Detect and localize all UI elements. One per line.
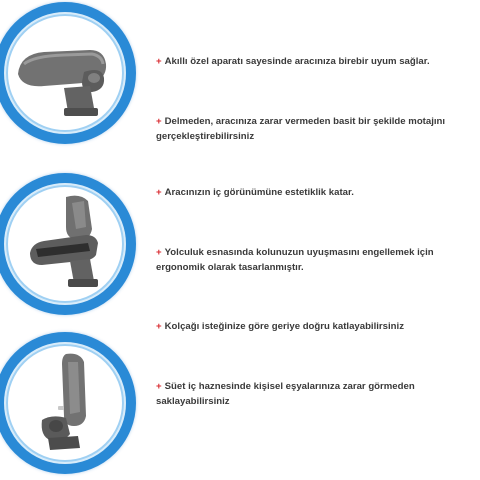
feature-text: Süet iç haznesinde kişisel eşyalarınıza zarar görmeden saklayabilirsiniz bbox=[156, 381, 415, 407]
feature-item-3 bbox=[156, 186, 468, 201]
plus-icon: + bbox=[156, 116, 162, 127]
plus-icon: + bbox=[156, 56, 162, 67]
feature-item-4 bbox=[156, 246, 468, 275]
feature-text: Akıllı özel aparatı sayesinde aracınıza birebir uyum sağlar. bbox=[164, 56, 430, 67]
feature-text: Delmeden, aracınıza zarar vermeden basit bir şekilde motajını gerçekleştirebilirsiniz bbox=[156, 116, 446, 142]
feature-item-1 bbox=[156, 55, 468, 70]
armrest-open-image bbox=[0, 173, 136, 315]
feature-item-2 bbox=[156, 115, 468, 144]
armrest-closed-image bbox=[0, 2, 136, 144]
feature-text: Yolculuk esnasında kolunuzun uyuşmasını engellemek için ergonomik olarak tasarlanmıştır. bbox=[156, 247, 434, 273]
feature-text: Aracınızın iç görünümüne estetiklik katar. bbox=[164, 187, 354, 198]
feature-text: Kolçağı isteğinize göre geriye doğru katlayabilirsiniz bbox=[164, 321, 404, 332]
armrest-upright-image bbox=[0, 332, 136, 474]
plus-icon: + bbox=[156, 321, 162, 332]
plus-icon: + bbox=[156, 381, 162, 392]
feature-item-6 bbox=[156, 380, 468, 409]
feature-item-5 bbox=[156, 320, 468, 335]
plus-icon: + bbox=[156, 247, 162, 258]
plus-icon: + bbox=[156, 187, 162, 198]
